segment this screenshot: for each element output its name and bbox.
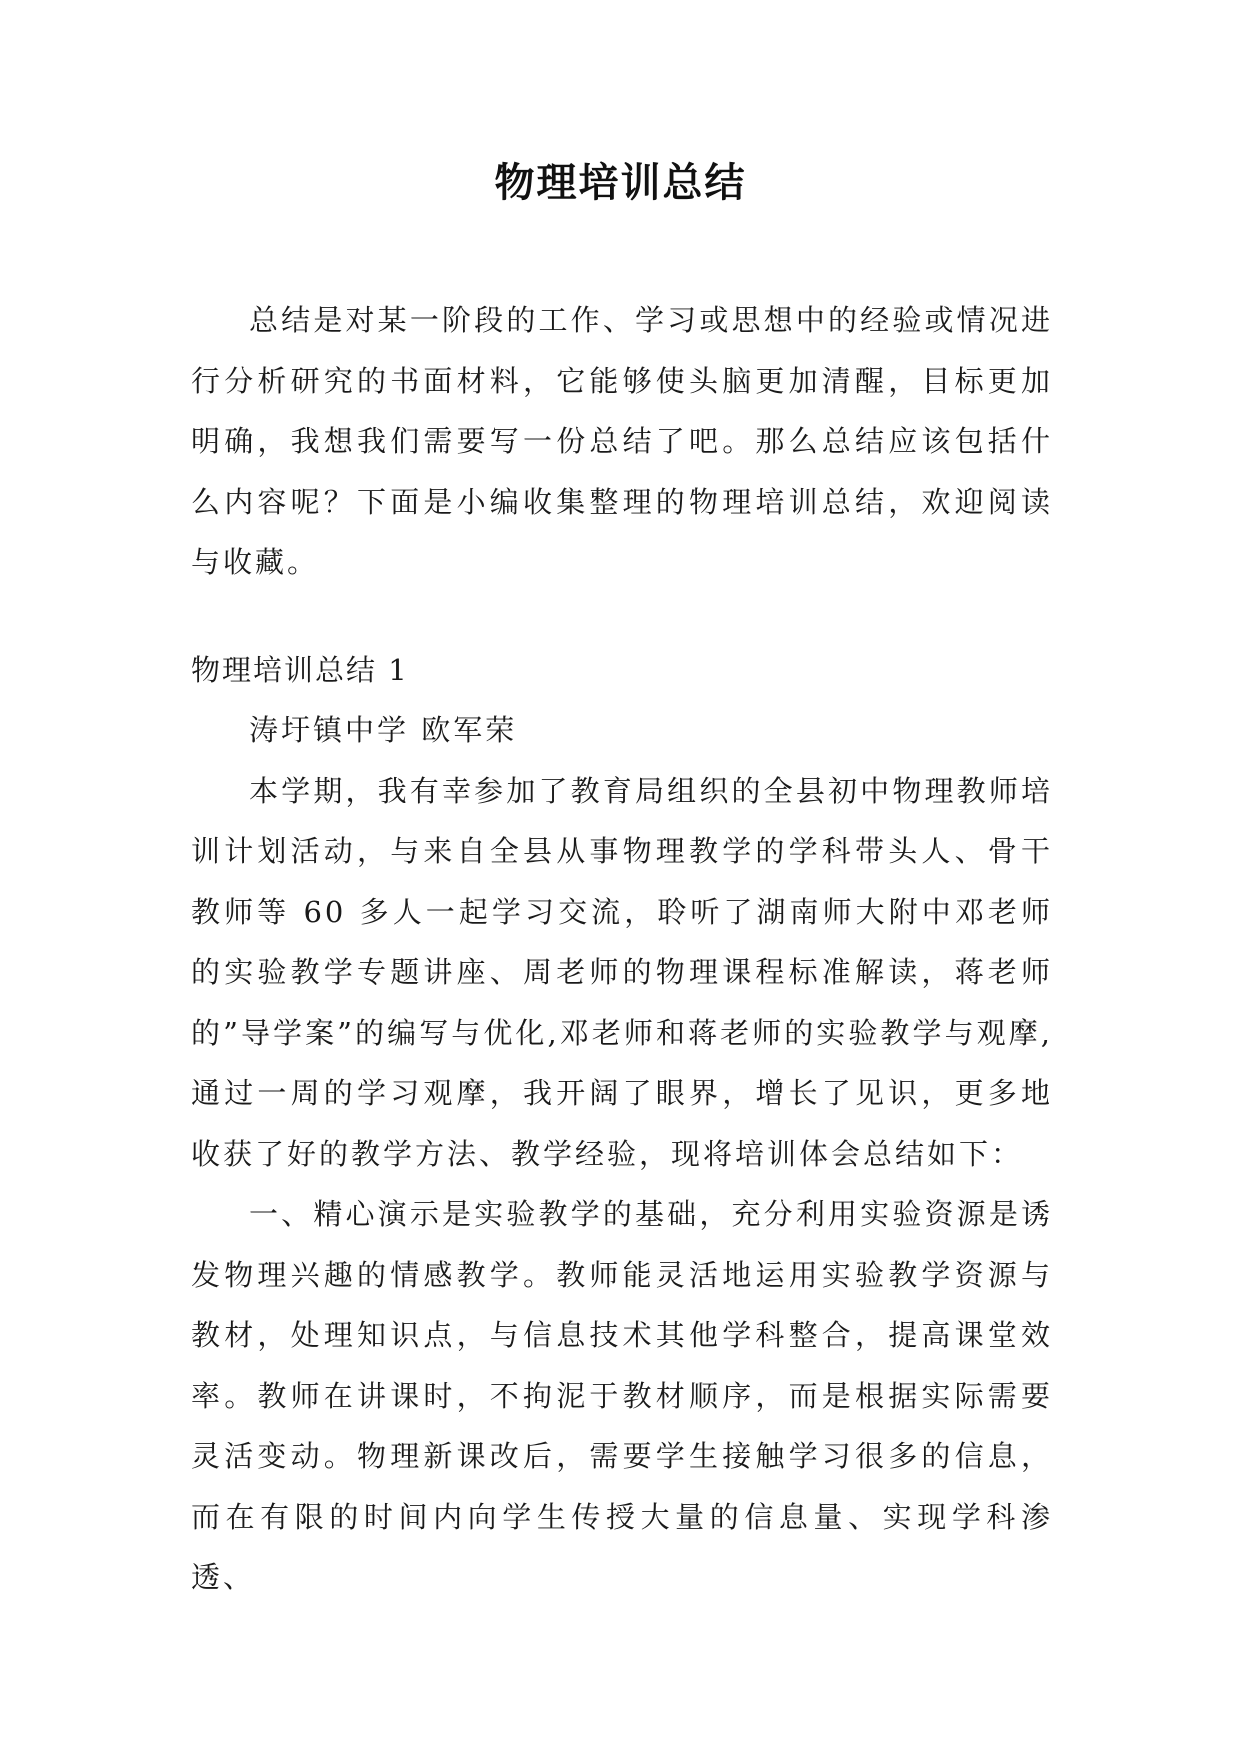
document-title: 物理培训总结 — [494, 159, 747, 206]
intro-paragraph: 总结是对某一阶段的工作、学习或思想中的经验或情况进行分析研究的书面材料，它能够使头脑更加清醒，目标更加明确，我想我们需要写一份总结了吧。那么总结应该包括什么内容呢？下面是小编收集整理的物理培训总结，欢迎阅读与收藏。 — [191, 303, 1053, 579]
section-title: 物理培训总结 1 — [191, 653, 409, 687]
intro-block — [191, 290, 1053, 593]
body-block — [191, 700, 1053, 1608]
body-paragraph-2: 一、精心演示是实验教学的基础，充分利用实验资源是诱发物理兴趣的情感教学。教师能灵活地运用实验教学资源与教材，处理知识点，与信息技术其他学科整合，提高课堂效率。教师在讲课时，不拘泥于教材顺序，而是根据实际需要灵活变动。物理新课改后，需要学生接触学习很多的信息，而在有限的时间内向学生传授大量的信息量、实现学科渗透、 — [191, 1197, 1053, 1594]
body-paragraph-1: 本学期，我有幸参加了教育局组织的全县初中物理教师培训计划活动，与来自全县从事物理教学的学科带头人、骨干教师等 60 多人一起学习交流，聆听了湖南师大附中邓老师的实验教学专题讲座、周老师的物理课程标准解读，蒋老师的”导学案”的编写与优化,邓老师和蒋老师的实验教学与观摩,通过一周的学习观摩，我开阔了眼界，增长了见识，更多地收获了好的教学方法、教学经验，现将培训体会总结如下： — [191, 773, 1053, 1171]
author-line: 涛圩镇中学 欧军荣 — [249, 713, 518, 747]
